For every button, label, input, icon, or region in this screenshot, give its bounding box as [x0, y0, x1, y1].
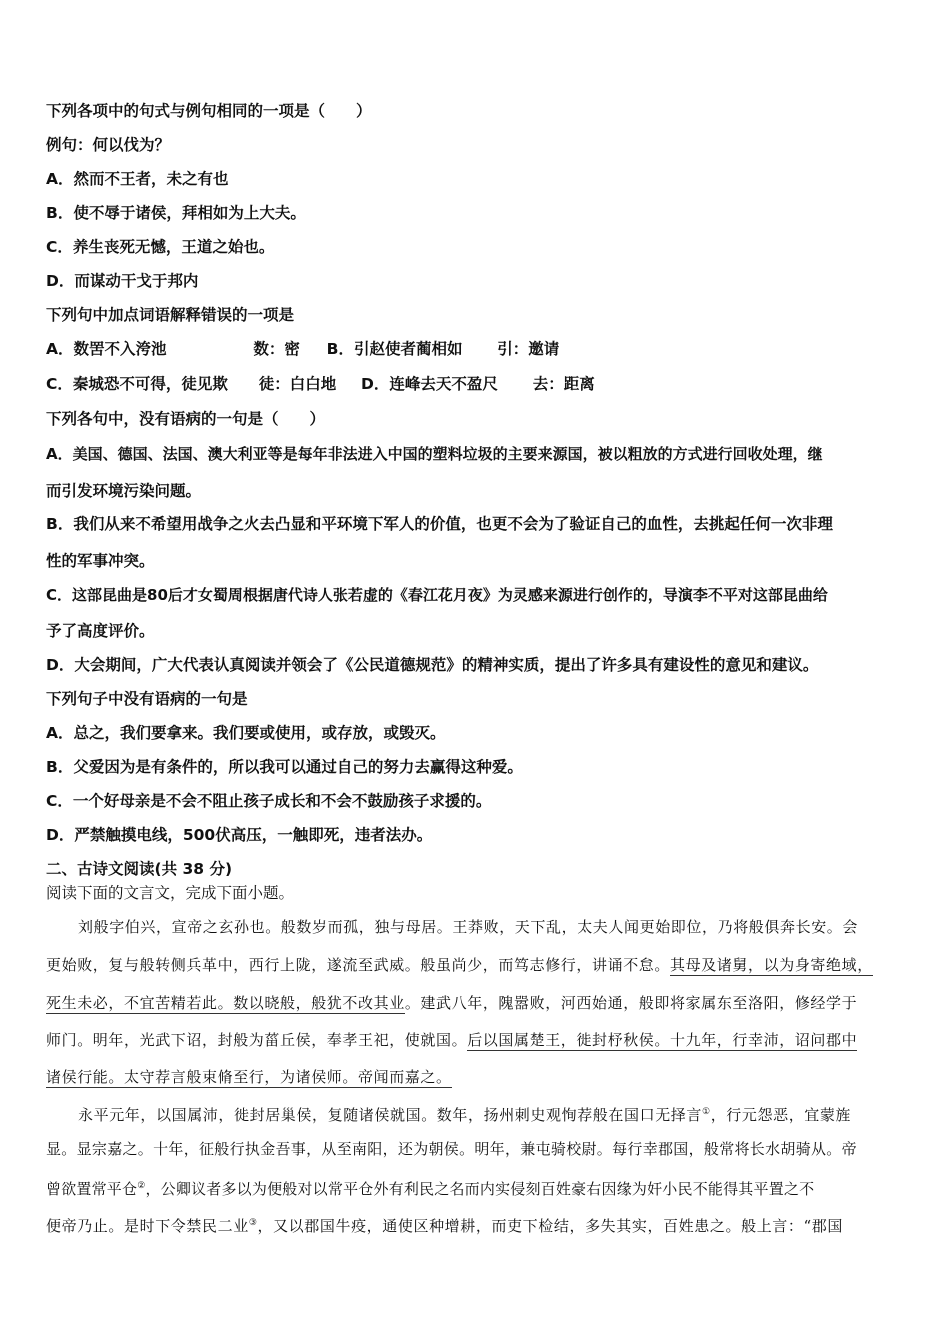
passage-text: 更始败，复与般转侧兵革中，西行上陇，遂流至武威。般虽尚少，而笃志修行，讲诵不怠。: [46, 956, 671, 974]
q2-option-d: D．连峰去天不盈尺: [361, 375, 498, 393]
q2-option-a-gloss: 数：密: [253, 340, 300, 358]
passage-text: 。建武八年，隗嚣败，河西始通，般即将家属东至洛阳，修经学于: [404, 994, 858, 1012]
q1-option-a: A．然而不王者，未之有也: [46, 170, 229, 188]
passage-p2-line-1: [78, 1102, 851, 1125]
passage-text: 师门。明年，光武下诏，封般为菑丘侯，奉孝王祀，使就国。: [46, 1031, 468, 1049]
underlined-sentence: 后以国属楚王，徙封杼秋侯。十九年，行幸沛，诏问郡中: [467, 1031, 858, 1049]
q4-option-b: B．父爱因为是有条件的，所以我可以通过自己的努力去赢得这种爱。: [46, 758, 523, 776]
passage-text: 便帝乃止。是时下令禁民二业: [46, 1217, 249, 1235]
underlined-sentence: 诸侯行能。太守荐言般束脩至行，为诸侯师。帝闻而嘉之。: [46, 1068, 452, 1086]
q3-line-5: C．这部昆曲是80后才女蜀周根据唐代诗人张若虚的《春江花月夜》为灵感来源进行创作的，导演李不平对这部昆曲给: [46, 586, 828, 604]
section-heading: 二、古诗文阅读(共 38 分): [46, 860, 233, 878]
underlined-sentence: 死生未必，不宜苦精若此。数以晓般，般犹不改其业: [46, 994, 405, 1012]
q2-row-cd: [46, 374, 595, 394]
q4-option-a: A．总之，我们要拿来。我们要或使用，或存放，或毁灭。: [46, 724, 446, 742]
q2-row-ab: [46, 339, 559, 359]
footnote-marker: ①: [702, 1107, 711, 1117]
passage-p2-line-4: [46, 1213, 843, 1236]
q1-stem: 下列各项中的句式与例句相同的一项是（ ）: [46, 102, 372, 120]
passage-p1-line-4: [46, 1030, 857, 1050]
q3-line-2: 而引发环境污染问题。: [46, 482, 202, 500]
footnote-marker: ③: [248, 1218, 258, 1228]
q4-option-d: D．严禁触摸电线，500伏高压，一触即死，违者法办。: [46, 826, 433, 844]
q1-example: 例句：何以伐为？: [46, 136, 171, 154]
q3-stem: 下列各句中，没有语病的一句是（ ）: [46, 410, 326, 428]
q1-option-c: C．养生丧死无憾，王道之始也。: [46, 238, 275, 256]
q1-option-d: D．而谋动干戈于邦内: [46, 272, 199, 290]
q4-stem: 下列句子中没有语病的一句是: [46, 690, 248, 708]
passage-p1-line-5: [46, 1067, 452, 1087]
q4-option-c: C．一个好母亲是不会不阻止孩子成长和不会不鼓励孩子求援的。: [46, 792, 492, 810]
passage-text: ，行元怨恶，宜蒙旌: [710, 1106, 852, 1124]
q3-line-1: A．美国、德国、法国、澳大利亚等是每年非法进入中国的塑料垃圾的主要来源国，被以粗放的方式进行回收处理，继: [46, 445, 823, 463]
passage-text: ，又以郡国牛疫，通使区种增耕，而吏下检结，多失其实，百姓患之。般上言：“郡国: [257, 1217, 843, 1235]
q2-option-b-gloss: 引：邀请: [497, 340, 560, 358]
passage-p2-line-3: [46, 1176, 814, 1199]
passage-p2-line-2: 显。显宗嘉之。十年，征般行执金吾事，从至南阳，还为朝侯。明年，兼屯骑校尉。每行幸郡国，般常将长水胡骑从。帝: [46, 1140, 857, 1158]
q2-option-c: C．秦城恐不可得，徒见欺: [46, 375, 228, 393]
passage-p1-line-2: [46, 955, 873, 975]
underlined-sentence: 其母及诸舅，以为身寄绝域，: [670, 956, 873, 974]
q2-option-d-gloss: 去：距离: [532, 375, 595, 393]
passage-text: 永平元年，以国属沛，徙封居巢侯，复随诸侯就国。数年，扬州刺史观恂荐般在国口无择言: [78, 1106, 703, 1124]
passage-p1-line-1: 刘般字伯兴，宣帝之玄孙也。般数岁而孤，独与母居。王莽败，天下乱，太夫人闻更始即位，乃将般俱奔长安。会: [78, 918, 859, 936]
q2-option-b: B．引赵使者蔺相如: [326, 340, 463, 358]
passage-text: ，公卿议者多以为便般对以常平仓外有利民之名而内实侵刻百姓豪右因缘为奸小民不能得其平置之不: [145, 1180, 815, 1198]
q3-line-6: 予了高度评价。: [46, 622, 155, 640]
footnote-marker: ②: [137, 1181, 146, 1191]
passage-text: 曾欲置常平仓: [46, 1180, 138, 1198]
q3-line-7: D．大会期间，广大代表认真阅读并领会了《公民道德规范》的精神实质，提出了许多具有建设性的意见和建议。: [46, 656, 819, 674]
q3-line-3: B．我们从来不希望用战争之火去凸显和平环境下军人的价值，也更不会为了验证自己的血性，去挑起任何一次非理: [46, 515, 833, 533]
q3-line-4: 性的军事冲突。: [46, 552, 155, 570]
q2-stem: 下列句中加点词语解释错误的一项是: [46, 306, 295, 324]
q2-option-a: A．数罟不入洿池: [46, 340, 167, 358]
passage-p1-line-3: [46, 993, 857, 1013]
q1-option-b: B．使不辱于诸侯，拜相如为上大夫。: [46, 204, 306, 222]
q2-option-c-gloss: 徒：白白地: [258, 375, 337, 393]
section-instruction: 阅读下面的文言文，完成下面小题。: [46, 884, 295, 902]
